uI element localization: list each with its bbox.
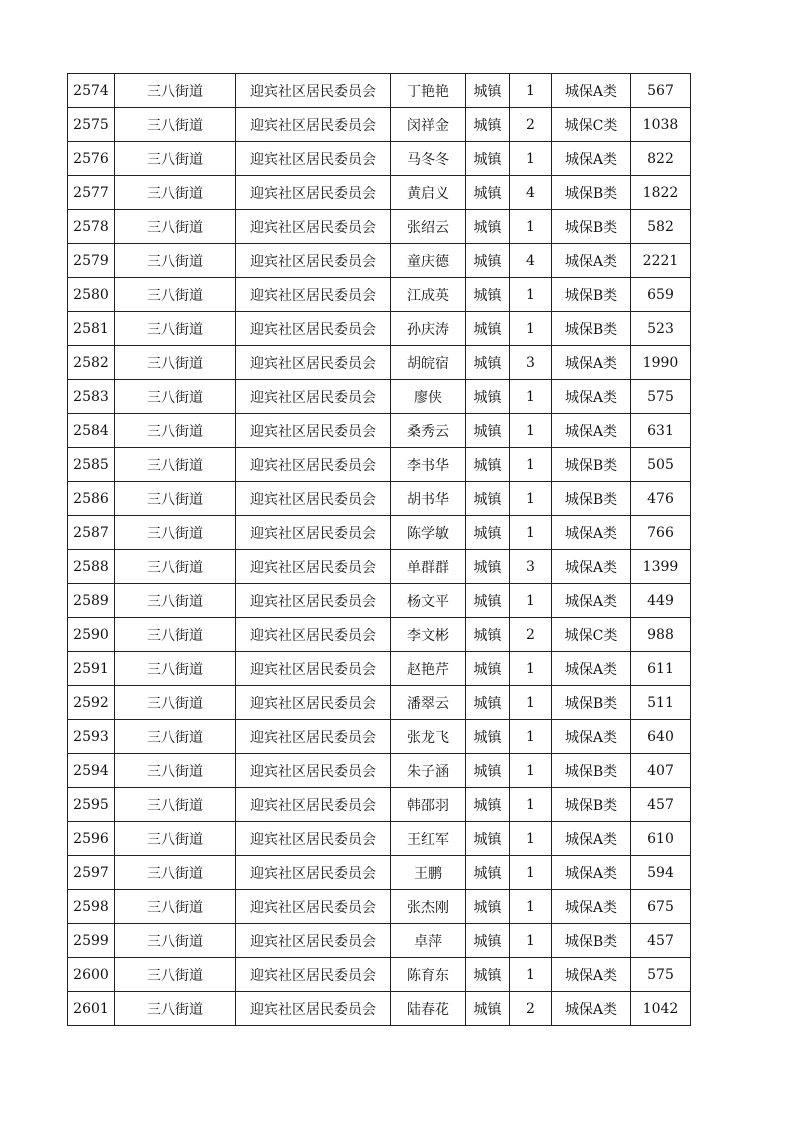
household-type-cell: 城镇: [466, 108, 510, 142]
amount-cell: 659: [631, 278, 691, 312]
amount-cell: 575: [631, 380, 691, 414]
category-cell: 城保A类: [552, 856, 631, 890]
member-count-cell: 2: [510, 108, 552, 142]
amount-cell: 582: [631, 210, 691, 244]
committee-cell: 迎宾社区居民委员会: [236, 686, 391, 720]
committee-cell: 迎宾社区居民委员会: [236, 754, 391, 788]
member-count-cell: 1: [510, 652, 552, 686]
household-type-cell: 城镇: [466, 720, 510, 754]
table-row: [68, 108, 691, 142]
household-type-cell: 城镇: [466, 924, 510, 958]
record-number-cell: 2598: [68, 890, 115, 924]
household-type-cell: 城镇: [466, 822, 510, 856]
amount-cell: 988: [631, 618, 691, 652]
category-cell: 城保A类: [552, 822, 631, 856]
category-cell: 城保B类: [552, 686, 631, 720]
category-cell: 城保A类: [552, 958, 631, 992]
category-cell: 城保B类: [552, 210, 631, 244]
household-type-cell: 城镇: [466, 890, 510, 924]
street-cell: 三八街道: [115, 278, 236, 312]
member-count-cell: 4: [510, 244, 552, 278]
amount-cell: 575: [631, 958, 691, 992]
recipient-name-cell: 朱子涵: [391, 754, 466, 788]
street-cell: 三八街道: [115, 380, 236, 414]
record-number-cell: 2574: [68, 74, 115, 108]
member-count-cell: 1: [510, 516, 552, 550]
member-count-cell: 1: [510, 924, 552, 958]
member-count-cell: 1: [510, 958, 552, 992]
category-cell: 城保B类: [552, 176, 631, 210]
recipient-name-cell: 张龙飞: [391, 720, 466, 754]
category-cell: 城保B类: [552, 312, 631, 346]
record-number-cell: 2585: [68, 448, 115, 482]
member-count-cell: 3: [510, 346, 552, 380]
record-number-cell: 2593: [68, 720, 115, 754]
recipient-name-cell: 江成英: [391, 278, 466, 312]
member-count-cell: 1: [510, 754, 552, 788]
category-cell: 城保A类: [552, 74, 631, 108]
category-cell: 城保A类: [552, 380, 631, 414]
household-type-cell: 城镇: [466, 176, 510, 210]
household-type-cell: 城镇: [466, 958, 510, 992]
record-number-cell: 2587: [68, 516, 115, 550]
record-number-cell: 2576: [68, 142, 115, 176]
recipient-name-cell: 桑秀云: [391, 414, 466, 448]
record-number-cell: 2588: [68, 550, 115, 584]
member-count-cell: 1: [510, 448, 552, 482]
street-cell: 三八街道: [115, 856, 236, 890]
member-count-cell: 2: [510, 618, 552, 652]
table-row: [68, 414, 691, 448]
record-number-cell: 2586: [68, 482, 115, 516]
record-number-cell: 2581: [68, 312, 115, 346]
amount-cell: 611: [631, 652, 691, 686]
street-cell: 三八街道: [115, 788, 236, 822]
table-row: [68, 822, 691, 856]
street-cell: 三八街道: [115, 958, 236, 992]
category-cell: 城保A类: [552, 890, 631, 924]
member-count-cell: 1: [510, 822, 552, 856]
recipient-name-cell: 张绍云: [391, 210, 466, 244]
table-row: [68, 210, 691, 244]
record-number-cell: 2580: [68, 278, 115, 312]
household-type-cell: 城镇: [466, 788, 510, 822]
amount-cell: 1399: [631, 550, 691, 584]
record-number-cell: 2583: [68, 380, 115, 414]
record-number-cell: 2578: [68, 210, 115, 244]
amount-cell: 567: [631, 74, 691, 108]
recipient-name-cell: 李文彬: [391, 618, 466, 652]
street-cell: 三八街道: [115, 550, 236, 584]
household-type-cell: 城镇: [466, 856, 510, 890]
amount-cell: 1042: [631, 992, 691, 1026]
street-cell: 三八街道: [115, 142, 236, 176]
street-cell: 三八街道: [115, 516, 236, 550]
household-type-cell: 城镇: [466, 482, 510, 516]
street-cell: 三八街道: [115, 312, 236, 346]
committee-cell: 迎宾社区居民委员会: [236, 380, 391, 414]
category-cell: 城保B类: [552, 754, 631, 788]
category-cell: 城保A类: [552, 584, 631, 618]
amount-cell: 1038: [631, 108, 691, 142]
amount-cell: 594: [631, 856, 691, 890]
record-number-cell: 2592: [68, 686, 115, 720]
member-count-cell: 1: [510, 482, 552, 516]
street-cell: 三八街道: [115, 244, 236, 278]
recipient-name-cell: 马冬冬: [391, 142, 466, 176]
recipient-name-cell: 丁艳艳: [391, 74, 466, 108]
category-cell: 城保A类: [552, 414, 631, 448]
recipient-name-cell: 韩邵羽: [391, 788, 466, 822]
category-cell: 城保C类: [552, 618, 631, 652]
category-cell: 城保A类: [552, 720, 631, 754]
table-row: [68, 278, 691, 312]
recipient-name-cell: 王鹏: [391, 856, 466, 890]
household-type-cell: 城镇: [466, 74, 510, 108]
household-type-cell: 城镇: [466, 618, 510, 652]
table-row: [68, 346, 691, 380]
street-cell: 三八街道: [115, 482, 236, 516]
amount-cell: 449: [631, 584, 691, 618]
committee-cell: 迎宾社区居民委员会: [236, 176, 391, 210]
committee-cell: 迎宾社区居民委员会: [236, 618, 391, 652]
household-type-cell: 城镇: [466, 516, 510, 550]
record-number-cell: 2590: [68, 618, 115, 652]
household-type-cell: 城镇: [466, 754, 510, 788]
category-cell: 城保A类: [552, 244, 631, 278]
household-type-cell: 城镇: [466, 346, 510, 380]
committee-cell: 迎宾社区居民委员会: [236, 482, 391, 516]
street-cell: 三八街道: [115, 686, 236, 720]
committee-cell: 迎宾社区居民委员会: [236, 924, 391, 958]
record-number-cell: 2579: [68, 244, 115, 278]
record-number-cell: 2599: [68, 924, 115, 958]
record-number-cell: 2589: [68, 584, 115, 618]
record-number-cell: 2601: [68, 992, 115, 1026]
household-type-cell: 城镇: [466, 380, 510, 414]
amount-cell: 640: [631, 720, 691, 754]
committee-cell: 迎宾社区居民委员会: [236, 108, 391, 142]
household-type-cell: 城镇: [466, 312, 510, 346]
recipient-name-cell: 胡皖宿: [391, 346, 466, 380]
roster-body: [68, 74, 691, 1026]
street-cell: 三八街道: [115, 414, 236, 448]
record-number-cell: 2597: [68, 856, 115, 890]
household-type-cell: 城镇: [466, 992, 510, 1026]
recipient-name-cell: 赵艳芹: [391, 652, 466, 686]
table-row: [68, 754, 691, 788]
household-type-cell: 城镇: [466, 142, 510, 176]
household-type-cell: 城镇: [466, 448, 510, 482]
street-cell: 三八街道: [115, 822, 236, 856]
record-number-cell: 2582: [68, 346, 115, 380]
committee-cell: 迎宾社区居民委员会: [236, 516, 391, 550]
member-count-cell: 1: [510, 890, 552, 924]
table-row: [68, 720, 691, 754]
street-cell: 三八街道: [115, 890, 236, 924]
street-cell: 三八街道: [115, 346, 236, 380]
member-count-cell: 1: [510, 414, 552, 448]
recipient-name-cell: 杨文平: [391, 584, 466, 618]
amount-cell: 766: [631, 516, 691, 550]
recipient-name-cell: 陈育东: [391, 958, 466, 992]
committee-cell: 迎宾社区居民委员会: [236, 788, 391, 822]
household-type-cell: 城镇: [466, 652, 510, 686]
amount-cell: 675: [631, 890, 691, 924]
amount-cell: 1990: [631, 346, 691, 380]
member-count-cell: 1: [510, 788, 552, 822]
category-cell: 城保A类: [552, 142, 631, 176]
recipient-name-cell: 闵祥金: [391, 108, 466, 142]
member-count-cell: 2: [510, 992, 552, 1026]
street-cell: 三八街道: [115, 448, 236, 482]
amount-cell: 407: [631, 754, 691, 788]
committee-cell: 迎宾社区居民委员会: [236, 346, 391, 380]
recipient-name-cell: 潘翠云: [391, 686, 466, 720]
member-count-cell: 1: [510, 278, 552, 312]
member-count-cell: 1: [510, 380, 552, 414]
amount-cell: 511: [631, 686, 691, 720]
record-number-cell: 2577: [68, 176, 115, 210]
member-count-cell: 3: [510, 550, 552, 584]
member-count-cell: 1: [510, 312, 552, 346]
member-count-cell: 4: [510, 176, 552, 210]
committee-cell: 迎宾社区居民委员会: [236, 890, 391, 924]
recipient-name-cell: 廖侠: [391, 380, 466, 414]
record-number-cell: 2575: [68, 108, 115, 142]
committee-cell: 迎宾社区居民委员会: [236, 74, 391, 108]
record-number-cell: 2600: [68, 958, 115, 992]
street-cell: 三八街道: [115, 108, 236, 142]
recipient-name-cell: 张杰刚: [391, 890, 466, 924]
committee-cell: 迎宾社区居民委员会: [236, 142, 391, 176]
recipient-name-cell: 陆春花: [391, 992, 466, 1026]
table-row: [68, 380, 691, 414]
category-cell: 城保A类: [552, 550, 631, 584]
category-cell: 城保A类: [552, 992, 631, 1026]
committee-cell: 迎宾社区居民委员会: [236, 652, 391, 686]
household-type-cell: 城镇: [466, 210, 510, 244]
member-count-cell: 1: [510, 720, 552, 754]
category-cell: 城保A类: [552, 346, 631, 380]
amount-cell: 631: [631, 414, 691, 448]
amount-cell: 610: [631, 822, 691, 856]
amount-cell: 2221: [631, 244, 691, 278]
street-cell: 三八街道: [115, 652, 236, 686]
category-cell: 城保B类: [552, 278, 631, 312]
table-row: [68, 244, 691, 278]
recipient-name-cell: 陈学敏: [391, 516, 466, 550]
committee-cell: 迎宾社区居民委员会: [236, 448, 391, 482]
committee-cell: 迎宾社区居民委员会: [236, 312, 391, 346]
committee-cell: 迎宾社区居民委员会: [236, 822, 391, 856]
committee-cell: 迎宾社区居民委员会: [236, 958, 391, 992]
amount-cell: 523: [631, 312, 691, 346]
committee-cell: 迎宾社区居民委员会: [236, 278, 391, 312]
street-cell: 三八街道: [115, 992, 236, 1026]
recipient-name-cell: 童庆德: [391, 244, 466, 278]
street-cell: 三八街道: [115, 720, 236, 754]
street-cell: 三八街道: [115, 176, 236, 210]
amount-cell: 1822: [631, 176, 691, 210]
table-row: [68, 448, 691, 482]
amount-cell: 476: [631, 482, 691, 516]
member-count-cell: 1: [510, 210, 552, 244]
amount-cell: 822: [631, 142, 691, 176]
member-count-cell: 1: [510, 856, 552, 890]
committee-cell: 迎宾社区居民委员会: [236, 550, 391, 584]
table-row: [68, 584, 691, 618]
member-count-cell: 1: [510, 584, 552, 618]
street-cell: 三八街道: [115, 618, 236, 652]
category-cell: 城保B类: [552, 482, 631, 516]
record-number-cell: 2596: [68, 822, 115, 856]
table-row: [68, 176, 691, 210]
table-row: [68, 618, 691, 652]
street-cell: 三八街道: [115, 924, 236, 958]
recipient-name-cell: 王红军: [391, 822, 466, 856]
member-count-cell: 1: [510, 686, 552, 720]
committee-cell: 迎宾社区居民委员会: [236, 992, 391, 1026]
recipient-name-cell: 黄启义: [391, 176, 466, 210]
table-row: [68, 482, 691, 516]
committee-cell: 迎宾社区居民委员会: [236, 244, 391, 278]
committee-cell: 迎宾社区居民委员会: [236, 584, 391, 618]
amount-cell: 505: [631, 448, 691, 482]
street-cell: 三八街道: [115, 584, 236, 618]
household-type-cell: 城镇: [466, 278, 510, 312]
category-cell: 城保A类: [552, 516, 631, 550]
household-type-cell: 城镇: [466, 584, 510, 618]
table-row: [68, 312, 691, 346]
amount-cell: 457: [631, 924, 691, 958]
table-row: [68, 652, 691, 686]
recipient-name-cell: 单群群: [391, 550, 466, 584]
category-cell: 城保B类: [552, 924, 631, 958]
category-cell: 城保C类: [552, 108, 631, 142]
table-row: [68, 924, 691, 958]
record-number-cell: 2591: [68, 652, 115, 686]
table-row: [68, 686, 691, 720]
street-cell: 三八街道: [115, 210, 236, 244]
category-cell: 城保A类: [552, 652, 631, 686]
table-row: [68, 516, 691, 550]
relief-roster-table: [67, 73, 691, 1026]
category-cell: 城保B类: [552, 788, 631, 822]
table-row: [68, 74, 691, 108]
table-row: [68, 142, 691, 176]
recipient-name-cell: 孙庆涛: [391, 312, 466, 346]
table-row: [68, 958, 691, 992]
committee-cell: 迎宾社区居民委员会: [236, 720, 391, 754]
table-row: [68, 992, 691, 1026]
household-type-cell: 城镇: [466, 244, 510, 278]
household-type-cell: 城镇: [466, 550, 510, 584]
household-type-cell: 城镇: [466, 686, 510, 720]
committee-cell: 迎宾社区居民委员会: [236, 210, 391, 244]
household-type-cell: 城镇: [466, 414, 510, 448]
record-number-cell: 2594: [68, 754, 115, 788]
member-count-cell: 1: [510, 74, 552, 108]
table-row: [68, 550, 691, 584]
street-cell: 三八街道: [115, 74, 236, 108]
amount-cell: 457: [631, 788, 691, 822]
table-row: [68, 856, 691, 890]
member-count-cell: 1: [510, 142, 552, 176]
table-row: [68, 890, 691, 924]
committee-cell: 迎宾社区居民委员会: [236, 414, 391, 448]
record-number-cell: 2584: [68, 414, 115, 448]
street-cell: 三八街道: [115, 754, 236, 788]
committee-cell: 迎宾社区居民委员会: [236, 856, 391, 890]
recipient-name-cell: 李书华: [391, 448, 466, 482]
record-number-cell: 2595: [68, 788, 115, 822]
category-cell: 城保B类: [552, 448, 631, 482]
recipient-name-cell: 胡书华: [391, 482, 466, 516]
recipient-name-cell: 卓萍: [391, 924, 466, 958]
table-row: [68, 788, 691, 822]
